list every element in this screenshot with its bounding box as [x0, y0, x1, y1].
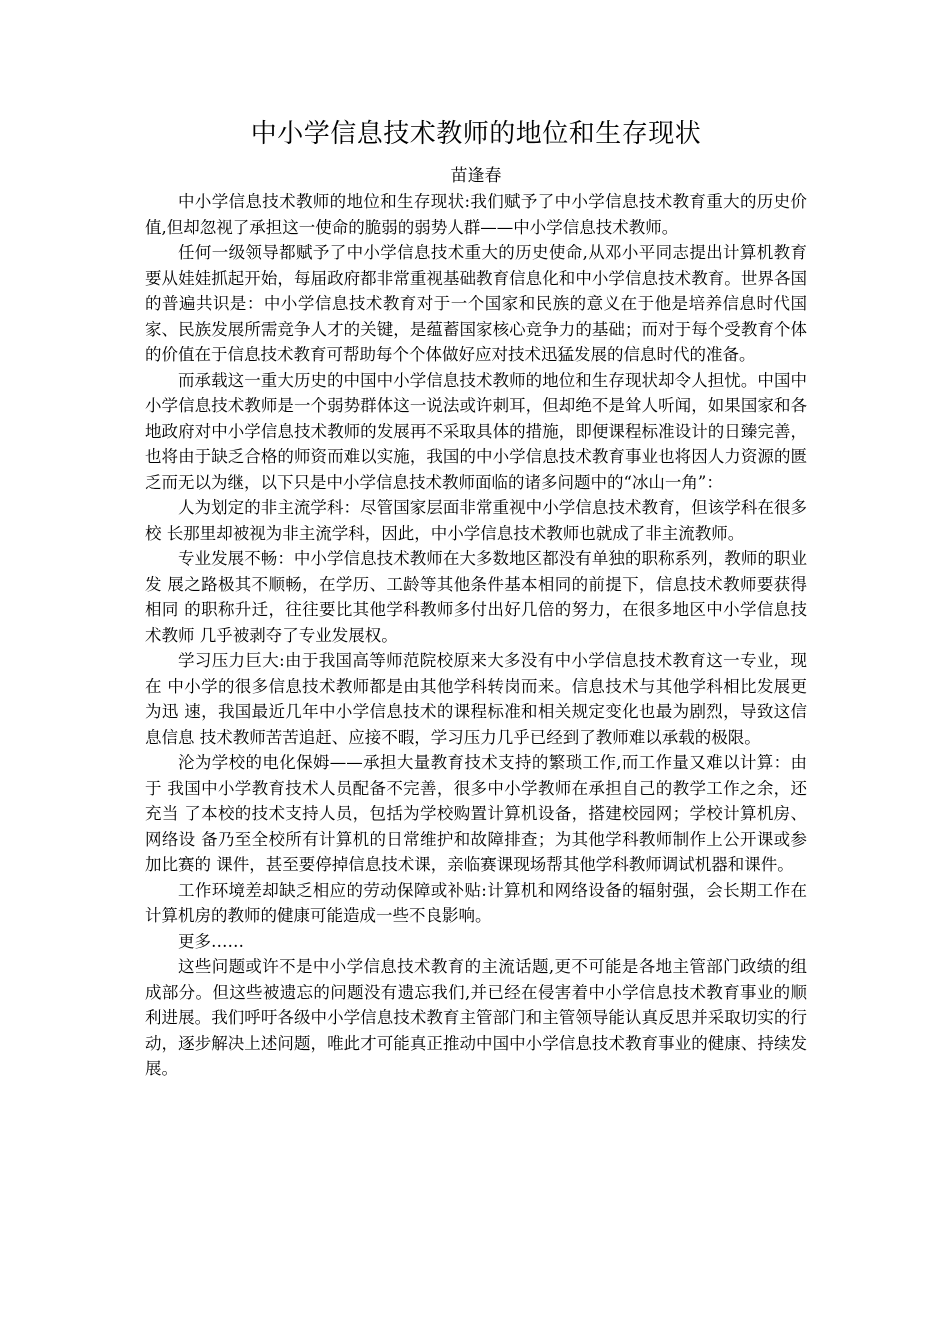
paragraph: 沦为学校的电化保姆——承担大量教育技术支持的繁琐工作,而工作量又难以计算：由于 我国中小学教育技术人员配备不完善，很多中小学教师在承担自己的教学工作之余，还充当 了本校的技术支持人员，包括为学校购置计算机设备，搭建校园网；学校计算机房、网络设 备乃至全校所有计算机的日常维护和故障排查；为其他学科教师制作上公开课或参加比赛的 课件，甚至要停掉信息技术课，亲临赛课现场帮其他学科教师调试机器和课件。	[145, 753, 807, 874]
paragraph: 专业发展不畅：中小学信息技术教师在大多数地区都没有单独的职称系列，教师的职业发 展之路极其不顺畅，在学历、工龄等其他条件基本相同的前提下，信息技术教师要获得相同 的职称升迁，往往要比其他学科教师多付出好几倍的努力，在很多地区中小学信息技术教师 几乎被剥夺了专业发展权。	[145, 549, 807, 645]
paragraph: 学习压力巨大:由于我国高等师范院校原来大多没有中小学信息技术教育这一专业，现在 中小学的很多信息技术教师都是由其他学科转岗而来。信息技术与其他学科相比发展更为迅 速，我国最近几年中小学信息技术的课程标准和相关规定变化也最为剧烈，导致这信息信息 技术教师苦苦追赶、应接不暇，学习压力几乎已经到了教师难以承载的极限。	[145, 651, 807, 747]
document-title: 中小学信息技术教师的地位和生存现状	[250, 119, 702, 149]
paragraph: 任何一级领导都赋予了中小学信息技术重大的历史使命,从邓小平同志提出计算机教育 要从娃娃抓起开始，每届政府都非常重视基础教育信息化和中小学信息技术教育。世界各国 的普遍共识是：中小学信息技术教育对于一个国家和民族的意义在于他是培养信息时代国 家、民族发展所需竞争人才的关键，是蕴蓄国家核心竞争力的基础；而对于每个受教育个体 的价值在于信息技术教育可帮助每个个体做好应对技术迅猛发展的信息时代的准备。	[145, 243, 807, 364]
paragraph: 中小学信息技术教师的地位和生存现状:我们赋予了中小学信息技术教育重大的历史价值,但却忽视了承担这一使命的脆弱的弱势人群——中小学信息技术教师。	[145, 192, 807, 237]
paragraph: 人为划定的非主流学科：尽管国家层面非常重视中小学信息技术教育，但该学科在很多校 长那里却被视为非主流学科，因此，中小学信息技术教师也就成了非主流教师。	[145, 498, 807, 543]
document-author: 苗逢春	[450, 166, 502, 186]
paragraph: 工作环境差却缺乏相应的劳动保障或补贴:计算机和网络设备的辐射强，会长期工作在计算机房的教师的健康可能造成一些不良影响。	[145, 880, 807, 925]
document-body	[145, 189, 807, 1082]
paragraph: 这些问题或许不是中小学信息技术教育的主流话题,更不可能是各地主管部门政绩的组成部分。但这些被遗忘的问题没有遗忘我们,并已经在侵害着中小学信息技术教育事业的顺利进展。我们呼吁各级中小学信息技术教育主管部门和主管领导能认真反思并采取切实的行动，逐步解决上述问题，唯此才可能真正推动中国中小学信息技术教育事业的健康、持续发展。	[145, 957, 807, 1078]
more-link-text: 更多……	[178, 931, 244, 951]
paragraph: 而承载这一重大历史的中国中小学信息技术教师的地位和生存现状却令人担忧。中国中 小学信息技术教师是一个弱势群体这一说法或许刺耳，但却绝不是耸人听闻，如果国家和各 地政府对中小学信息技术教师的发展再不采取具体的措施，即便课程标准设计的日臻完善， 也将由于缺乏合格的师资而难以实施，我国的中小学信息技术教育事业也将因人力资源的匮 乏而无以为继，以下只是中小学信息技术教师面临的诸多问题中的“冰山一角”：	[145, 370, 807, 492]
document-content	[145, 117, 807, 1082]
